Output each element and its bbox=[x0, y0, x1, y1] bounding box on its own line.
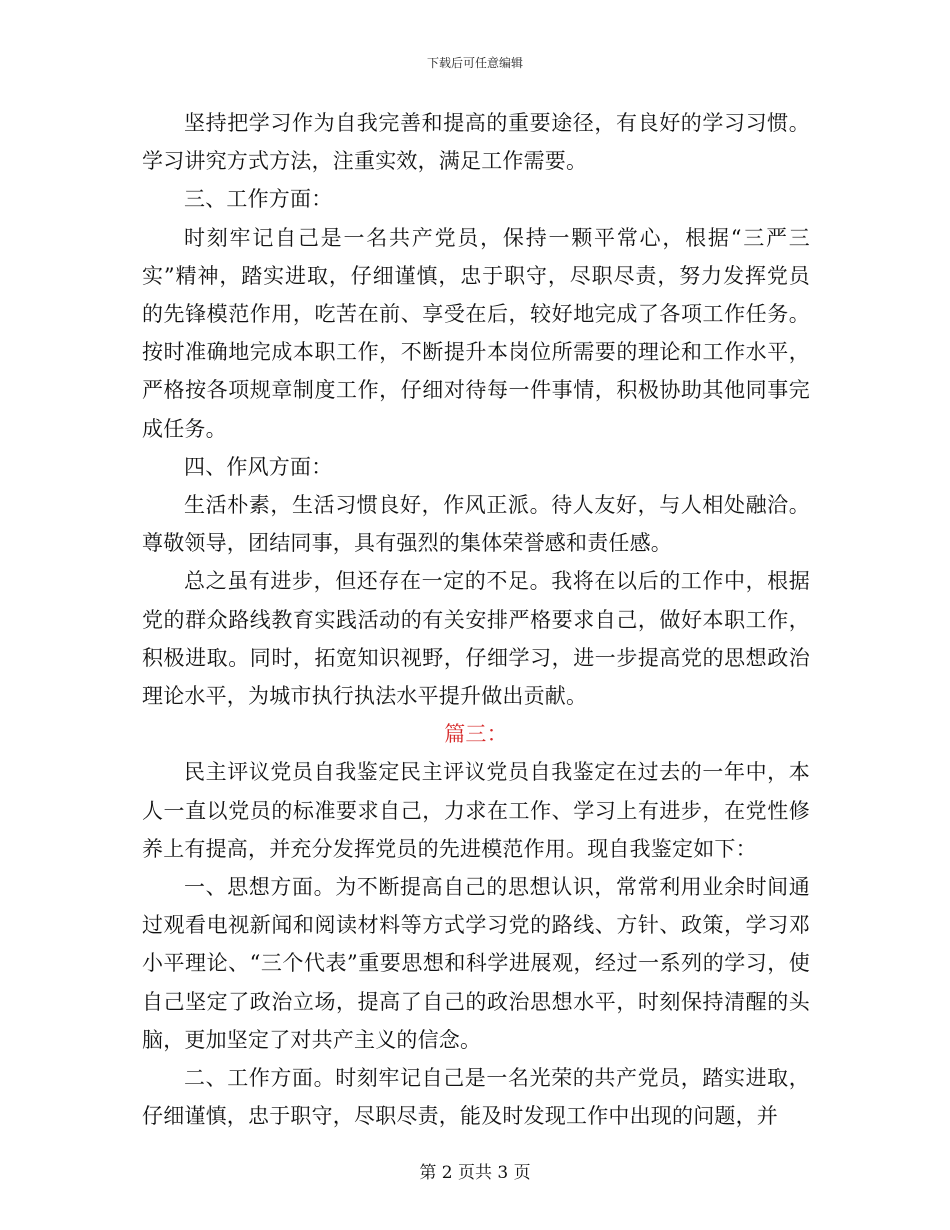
section-heading-style: 四、作风方面： bbox=[184, 454, 333, 479]
section-heading-work: 三、工作方面： bbox=[184, 187, 333, 212]
paragraph: 时刻牢记自己是一名共产党员，保持一颗平常心，根据“三严三实”精神，踏实进取，仔细谨慎，忠于职守，尽职尽责，努力发挥党员的先锋模范作用，吃苦在前、享受在后，较好地完成了各项工作任务。按时准确地完成本职工作，不断提升本岗位所需要的理论和工作水平，严格按各项规章制度工作，仔细对待每一件事情，积极协助其他同事完成任务。 bbox=[142, 225, 810, 441]
paragraph: 一、思想方面。为不断提高自己的思想认识，常常利用业余时间通过观看电视新闻和阅读材料等方式学习党的路线、方针、政策，学习邓小平理论、“三个代表”重要思想和科学进展观，经过一系列的学习，使自己坚定了政治立场，提高了自己的政治思想水平，时刻保持清醒的头脑，更加坚定了对共产主义的信念。 bbox=[142, 875, 810, 1052]
section-title: 篇三： bbox=[444, 722, 508, 747]
paragraph: 总之虽有进步，但还存在一定的不足。我将在以后的工作中，根据党的群众路线教育实践活动的有关安排严格要求自己，做好本职工作，积极进取。同时，拓宽知识视野，仔细学习，进一步提高党的思想政治理论水平，为城市执行执法水平提升做出贡献。 bbox=[142, 569, 810, 709]
paragraph: 二、工作方面。时刻牢记自己是一名光荣的共产党员，踏实进取，仔细谨慎，忠于职守，尽职尽责，能及时发现工作中出现的问题，并 bbox=[142, 1066, 810, 1129]
page-footer: 第 2 页共 3 页 bbox=[419, 1163, 531, 1183]
paragraph: 生活朴素，生活习惯良好，作风正派。待人友好，与人相处融洽。尊敬领导，团结同事，具有强烈的集体荣誉感和责任感。 bbox=[142, 493, 810, 556]
paragraph: 坚持把学习作为自我完善和提高的重要途径，有良好的学习习惯。学习讲究方式方法，注重实效，满足工作需要。 bbox=[142, 111, 810, 174]
paragraph: 民主评议党员自我鉴定民主评议党员自我鉴定在过去的一年中，本人一直以党员的标准要求自己，力求在工作、学习上有进步，在党性修养上有提高，并充分发挥党员的先进模范作用。现自我鉴定如下： bbox=[142, 760, 810, 861]
page-header: 下载后可任意编辑 bbox=[426, 56, 523, 70]
document-body bbox=[142, 104, 810, 1135]
